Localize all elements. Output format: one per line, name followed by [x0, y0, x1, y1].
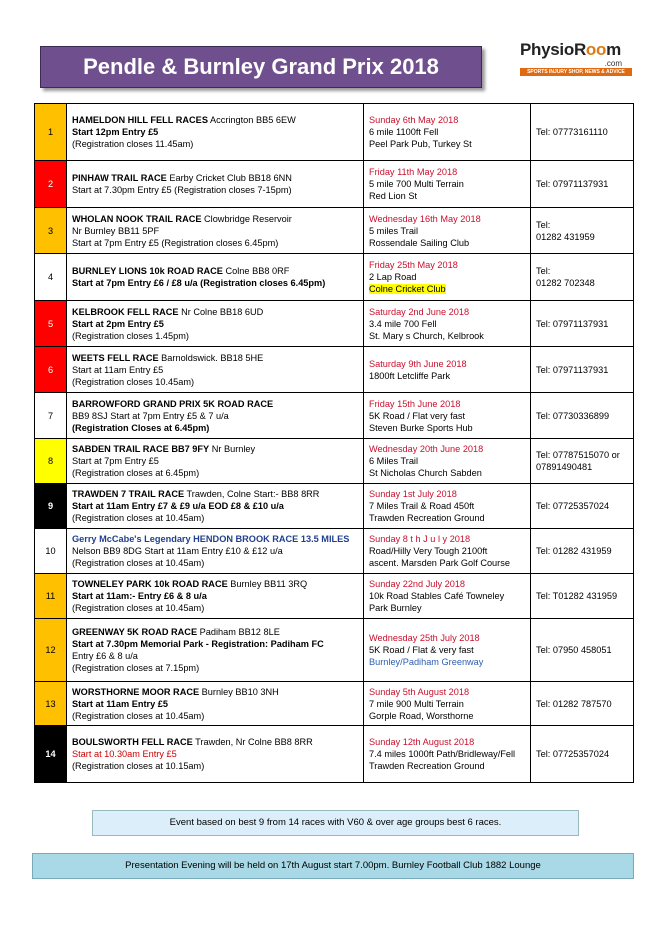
race-detail: Start at 7.30pm Memorial Park - Registration: Padiham FC: [72, 639, 324, 649]
race-number: 8: [35, 439, 67, 484]
race-phone: Tel: 07725357024: [536, 749, 610, 759]
race-detail: (Registration closes at 10.15am): [72, 761, 205, 771]
race-number: 4: [35, 254, 67, 301]
race-name-line: [72, 533, 358, 545]
race-name-line: [72, 488, 358, 500]
race-detail: (Registration closes 10.45am): [72, 376, 195, 387]
race-info: [67, 574, 364, 619]
table-row: [35, 104, 634, 161]
table-row: [35, 208, 634, 254]
race-number: 9: [35, 484, 67, 529]
race-info: [67, 254, 364, 301]
scoring-note: Event based on best 9 from 14 races with V60 & over age groups best 6 races.: [92, 810, 579, 836]
race-name: GREENWAY 5K ROAD RACE: [72, 627, 198, 637]
race-info: [67, 393, 364, 439]
venue-highlight: Colne Cricket Club: [369, 284, 446, 294]
table-row: [35, 301, 634, 347]
race-phone: Tel: 07773161110: [536, 127, 608, 137]
race-date-venue: [364, 529, 531, 574]
race-name-line: [72, 306, 358, 318]
race-info: [67, 484, 364, 529]
race-phone: Tel: 01282 787570: [536, 698, 612, 709]
race-venue: Burnley/Padiham Greenway: [369, 657, 484, 667]
race-distance: 5K Road / Flat & very fast: [369, 645, 474, 655]
race-number: 12: [35, 619, 67, 682]
race-location: Barnoldswick. BB18 5HE: [158, 352, 264, 363]
race-date: Sunday 8 t h J u l y 2018: [369, 534, 471, 544]
race-contact: [531, 726, 634, 783]
race-contact: [531, 619, 634, 682]
race-date-venue: [364, 619, 531, 682]
race-date: Sunday 1st July 2018: [369, 489, 457, 499]
race-contact: [531, 439, 634, 484]
race-info: [67, 301, 364, 347]
race-contact: [531, 254, 634, 301]
race-detail: (Registration Closes at 6.45pm): [72, 422, 210, 433]
race-date-venue: [364, 104, 531, 161]
race-name-line: [72, 686, 358, 698]
race-phone-2: 01282 431959: [536, 231, 595, 242]
physioroom-logo: [520, 40, 632, 80]
table-row: [35, 619, 634, 682]
race-venue: Red Lion St: [369, 191, 418, 201]
race-phone: Tel:: [536, 266, 551, 276]
race-location: Trawden, Colne Start:- BB8 8RR: [184, 489, 320, 499]
race-location: Accrington BB5 6EW: [207, 115, 296, 125]
race-venue: Rossendale Sailing Club: [369, 237, 470, 248]
race-name: TOWNELEY PARK 10k ROAD RACE: [72, 579, 228, 589]
race-name-line: [72, 265, 358, 277]
races-table: [34, 103, 634, 783]
race-date-venue: [364, 574, 531, 619]
race-detail: Start at 11am:- Entry £6 & 8 u/a: [72, 591, 207, 601]
race-venue: Gorple Road, Worsthorne: [369, 710, 474, 721]
race-date-venue: [364, 347, 531, 393]
race-name: BOULSWORTH FELL RACE: [72, 737, 193, 747]
race-date-venue: [364, 726, 531, 783]
race-detail: Start at 7pm Entry £5: [72, 456, 159, 466]
table-row: [35, 254, 634, 301]
race-detail: BB9 8SJ Start at 7pm Entry £5 & 7 u/a: [72, 410, 229, 421]
race-phone: Tel: T01282 431959: [536, 591, 618, 601]
race-phone: Tel: 07971137931: [536, 364, 609, 375]
race-name: BARROWFORD GRAND PRIX 5K ROAD RACE: [72, 398, 274, 409]
race-distance: 1800ft Letcliffe Park: [369, 370, 451, 381]
race-contact: [531, 682, 634, 726]
race-detail: Start at 10.30am Entry £5: [72, 749, 177, 759]
race-distance: 6 mile 1100ft Fell: [369, 127, 439, 137]
race-number: 5: [35, 301, 67, 347]
race-location: Nr Burnley: [209, 444, 256, 454]
table-row: [35, 529, 634, 574]
race-venue: St Nicholas Church Sabden: [369, 468, 482, 478]
race-info: [67, 529, 364, 574]
race-distance: 10k Road Stables Café Towneley: [369, 591, 505, 601]
race-location: Trawden, Nr Colne BB8 8RR: [192, 737, 313, 747]
race-name-line: [72, 114, 358, 126]
race-info: [67, 208, 364, 254]
race-venue: Steven Burke Sports Hub: [369, 422, 473, 433]
race-detail: Start at 11am Entry £5: [72, 364, 164, 375]
table-row: [35, 439, 634, 484]
table-row: [35, 484, 634, 529]
race-distance: 5 mile 700 Multi Terrain: [369, 179, 464, 189]
race-date: Saturday 9th June 2018: [369, 358, 467, 369]
race-date: Sunday 22nd July 2018: [369, 579, 466, 589]
race-venue: Trawden Recreation Ground: [369, 761, 485, 771]
race-detail: Start at 7pm Entry £5 (Registration closes 6.45pm): [72, 237, 279, 248]
race-detail: Entry £6 & 8 u/a: [72, 651, 138, 661]
race-name-line: [72, 443, 358, 455]
race-date: Friday 11th May 2018: [369, 167, 458, 177]
race-info: [67, 161, 364, 208]
race-distance: 2 Lap Road: [369, 272, 417, 282]
race-distance: 7 mile 900 Multi Terrain: [369, 698, 464, 709]
race-location: Burnley BB11 3RQ: [227, 579, 308, 589]
race-name: KELBROOK FELL RACE: [72, 306, 179, 317]
race-info: [67, 104, 364, 161]
race-location: Nr Colne BB18 6UD: [178, 306, 264, 317]
race-location: Burnley BB10 3NH: [199, 686, 279, 697]
logo-wordmark: PhysioRoom: [520, 40, 621, 59]
race-number: 13: [35, 682, 67, 726]
race-phone: Tel: 07950 458051: [536, 645, 612, 655]
race-name-line: [72, 213, 358, 225]
race-date: Sunday 5th August 2018: [369, 686, 470, 697]
race-phone-2: 01282 702348: [536, 278, 595, 288]
race-venue: Trawden Recreation Ground: [369, 513, 485, 523]
race-distance: 6 Miles Trail: [369, 456, 419, 466]
table-row: [35, 574, 634, 619]
race-detail: (Registration closes at 10.45am): [72, 558, 205, 568]
race-date-venue: [364, 484, 531, 529]
race-location: Clowbridge Reservoir: [201, 213, 292, 224]
race-name: PINHAW TRAIL RACE: [72, 173, 167, 183]
race-date: Wednesday 25th July 2018: [369, 633, 480, 643]
race-distance: 7.4 miles 1000ft Path/Bridleway/Fell: [369, 749, 516, 759]
race-detail: (Registration closes at 6.45pm): [72, 468, 200, 478]
race-date-venue: [364, 161, 531, 208]
race-distance: 3.4 mile 700 Fell: [369, 318, 437, 329]
race-venue: St. Mary s Church, Kelbrook: [369, 330, 484, 341]
race-name: Gerry McCabe's Legendary HENDON BROOK RACE 13.5 MILES: [72, 534, 350, 544]
race-distance: 7 Miles Trail & Road 450ft: [369, 501, 475, 511]
race-name-line: [72, 398, 358, 410]
race-name: HAMELDON HILL FELL RACES: [72, 115, 208, 125]
race-distance: Road/Hilly Very Tough 2100ft: [369, 546, 488, 556]
race-date-venue: [364, 439, 531, 484]
race-contact: [531, 484, 634, 529]
race-name: TRAWDEN 7 TRAIL RACE: [72, 489, 185, 499]
race-number: 2: [35, 161, 67, 208]
race-date-venue: [364, 682, 531, 726]
race-name-line: [72, 736, 358, 748]
race-date-venue: [364, 208, 531, 254]
race-phone: Tel: 07971137931: [536, 179, 609, 189]
race-detail: Nelson BB9 8DG Start at 11am Entry £10 & £12 u/a: [72, 546, 283, 556]
race-name-line: [72, 172, 358, 184]
race-phone: Tel:: [536, 219, 551, 230]
race-name-line: [72, 352, 358, 364]
race-distance: 5K Road / Flat very fast: [369, 410, 465, 421]
race-info: [67, 726, 364, 783]
table-row: [35, 393, 634, 439]
race-name: SABDEN TRAIL RACE BB7 9FY: [72, 444, 210, 454]
race-venue: Park Burnley: [369, 603, 422, 613]
race-date: Friday 15th June 2018: [369, 398, 461, 409]
race-detail: (Registration closes 1.45pm): [72, 330, 189, 341]
race-location: Earby Cricket Club BB18 6NN: [166, 173, 292, 183]
race-detail: Start 12pm Entry £5: [72, 127, 159, 137]
race-detail: Start at 11am Entry £7 & £9 u/a EOD £8 & £10 u/a: [72, 501, 284, 511]
race-distance: 5 miles Trail: [369, 225, 419, 236]
race-phone: Tel: 07787515070 or: [536, 450, 620, 460]
race-contact: [531, 301, 634, 347]
race-name-line: [72, 578, 358, 590]
race-contact: [531, 574, 634, 619]
race-contact: [531, 529, 634, 574]
table-row: [35, 726, 634, 783]
race-date: Sunday 6th May 2018: [369, 115, 459, 125]
race-venue: Peel Park Pub, Turkey St: [369, 139, 472, 149]
logo-domain: .com: [604, 59, 622, 68]
race-contact: [531, 393, 634, 439]
race-number: 10: [35, 529, 67, 574]
race-venue: [369, 283, 525, 295]
race-contact: [531, 104, 634, 161]
race-date: Friday 25th May 2018: [369, 260, 458, 270]
race-contact: [531, 208, 634, 254]
race-phone: Tel: 01282 431959: [536, 546, 612, 556]
race-contact: [531, 161, 634, 208]
race-detail: (Registration closes at 7.15pm): [72, 663, 200, 673]
race-number: 7: [35, 393, 67, 439]
title-banner: [40, 46, 482, 88]
race-name: BURNLEY LIONS 10k ROAD RACE: [72, 266, 223, 276]
table-row: [35, 347, 634, 393]
race-date: Wednesday 20th June 2018: [369, 444, 484, 454]
race-name: WHOLAN NOOK TRAIL RACE: [72, 213, 202, 224]
race-detail: (Registration closes at 10.45am): [72, 603, 205, 613]
race-phone: Tel: 07725357024: [536, 501, 610, 511]
race-phone: Tel: 07971137931: [536, 318, 609, 329]
race-info: [67, 439, 364, 484]
presentation-note: Presentation Evening will be held on 17th August start 7.00pm. Burnley Football Club 1882 Lounge: [32, 853, 634, 879]
race-detail: Start at 2pm Entry £5: [72, 318, 164, 329]
race-name: WORSTHORNE MOOR RACE: [72, 686, 200, 697]
race-detail: Start at 7.30pm Entry £5 (Registration closes 7-15pm): [72, 185, 292, 195]
race-info: [67, 619, 364, 682]
race-phone-2: 07891490481: [536, 462, 593, 472]
race-number: 3: [35, 208, 67, 254]
race-name-line: [72, 626, 358, 638]
race-venue: ascent. Marsden Park Golf Course: [369, 558, 510, 568]
logo-tagline: SPORTS INJURY SHOP, NEWS & ADVICE: [520, 68, 632, 76]
race-location: Colne BB8 0RF: [222, 266, 290, 276]
race-detail: Start at 7pm Entry £6 / £8 u/a (Registration closes 6.45pm): [72, 278, 326, 288]
race-info: [67, 682, 364, 726]
race-number: 1: [35, 104, 67, 161]
race-name: WEETS FELL RACE: [72, 352, 159, 363]
race-contact: [531, 347, 634, 393]
race-number: 11: [35, 574, 67, 619]
race-phone: Tel: 07730336899: [536, 410, 610, 421]
race-date: Saturday 2nd June 2018: [369, 306, 470, 317]
race-detail: Start at 11am Entry £5: [72, 698, 169, 709]
race-date: Wednesday 16th May 2018: [369, 213, 481, 224]
page-title: Pendle & Burnley Grand Prix 2018: [83, 54, 439, 79]
race-detail: Nr Burnley BB11 5PF: [72, 225, 160, 236]
race-number: 14: [35, 726, 67, 783]
race-number: 6: [35, 347, 67, 393]
race-detail: (Registration closes at 10.45am): [72, 710, 205, 721]
race-date-venue: [364, 393, 531, 439]
race-detail: (Registration closes 11.45am): [72, 139, 194, 149]
race-date-venue: [364, 301, 531, 347]
race-date-venue: [364, 254, 531, 301]
table-row: [35, 161, 634, 208]
table-row: [35, 682, 634, 726]
race-info: [67, 347, 364, 393]
race-location: Padiham BB12 8LE: [197, 627, 280, 637]
race-detail: (Registration closes at 10.45am): [72, 513, 205, 523]
race-date: Sunday 12th August 2018: [369, 737, 475, 747]
